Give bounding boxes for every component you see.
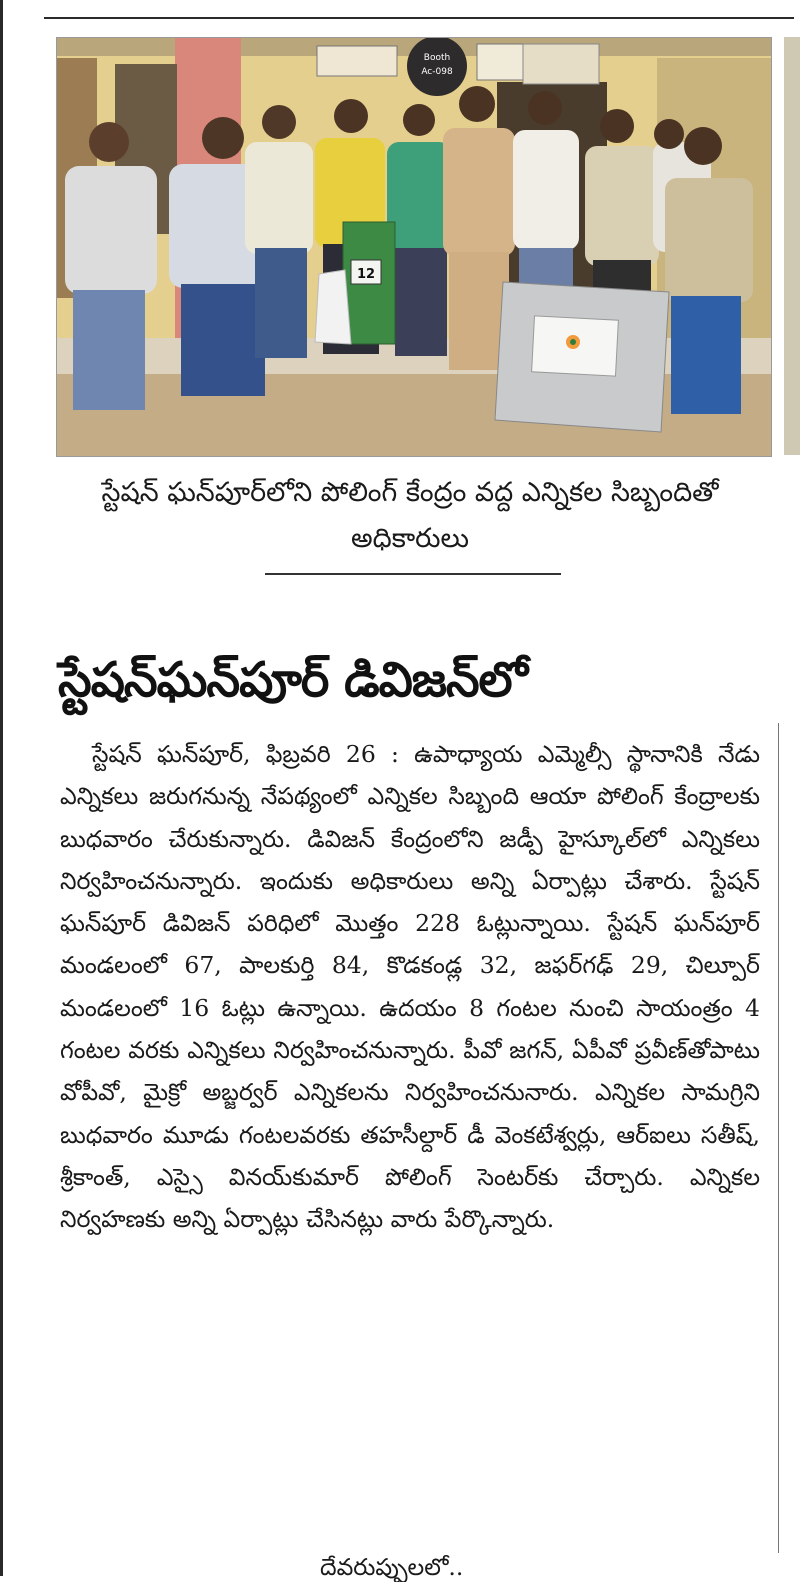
- ballot-box: [343, 222, 395, 344]
- adjacent-photo-edge: [784, 37, 800, 455]
- page-border: [0, 0, 3, 1576]
- caption-rule: [265, 573, 561, 575]
- article-headline: స్టేషన్‌ఘన్‌పూర్ డివిజన్‌లో: [58, 652, 527, 709]
- news-photo: [56, 37, 772, 457]
- column-rule: [778, 723, 779, 1553]
- voting-compartment-board: [495, 282, 669, 432]
- booth-sign-line1: Booth: [423, 53, 451, 63]
- box-number-label: 12: [356, 267, 376, 282]
- photo-caption: స్టేషన్ ఘన్‌పూర్‌లోని పోలింగ్ కేంద్రం వద్ద ఎన్నికల సిబ్బందితో అధికారులు: [101, 477, 719, 554]
- article-body: [60, 733, 760, 1241]
- top-rule: [44, 17, 794, 19]
- booth-sign-line2: Ac-098: [421, 67, 453, 77]
- next-article-heading: దేవరుప్పులలో..: [320, 1553, 464, 1581]
- article-paragraph: స్టేషన్ ఘన్‌పూర్, ఫిబ్రవరి 26 : ఉపాధ్యాయ ఎమ్మెల్సీ స్థానానికి నేడు ఎన్నికలు జరుగనున్న నేపథ్యంలో ఎన్నికల సిబ్బంది ఆయా పోలింగ్ కేంద్రాలకు బుధవారం చేరుకున్నారు. డివిజన్ కేంద్రంలోని జడ్పీ హైస్కూల్‌లో ఎన్నికలు నిర్వహించనున్నారు. ఇందుకు అధికారులు అన్ని ఏర్పాట్లు చేశారు. స్టేషన్ ఘన్‌పూర్ డివిజన్ పరిధిలో మొత్తం 228 ఓట్లున్నాయి. స్టేషన్ ఘన్‌పూర్ మండలంలో 67, పాలకుర్తి 84, కొడకండ్ల 32, జఫర్‌గఢ్ 29, చిల్పూర్ మండలంలో 16 ఓట్లు ఉన్నాయి. ఉదయం 8 గంటల నుంచి సాయంత్రం 4 గంటల వరకు ఎన్నికలు నిర్వహించనున్నారు. పీవో జగన్, ఏపీవో ప్రవీణ్‌తోపాటు వోపీవో, మైక్రో అబ్జర్వర్ ఎన్నికలను నిర్వహించనునారు. ఎన్నికల సామగ్రిని బుధవారం మూడు గంటలవరకు తహసీల్దార్ డీ వెంకటేశ్వర్లు, ఆర్‌ఐలు సతీష్, శ్రీకాంత్, ఎస్సై వినయ్‌కుమార్ పోలింగ్ సెంటర్‌కు చేర్చారు. ఎన్నికల నిర్వహణకు అన్ని ఏర్పాట్లు చేసినట్లు వారు పేర్కొన్నారు.: [60, 740, 760, 1234]
